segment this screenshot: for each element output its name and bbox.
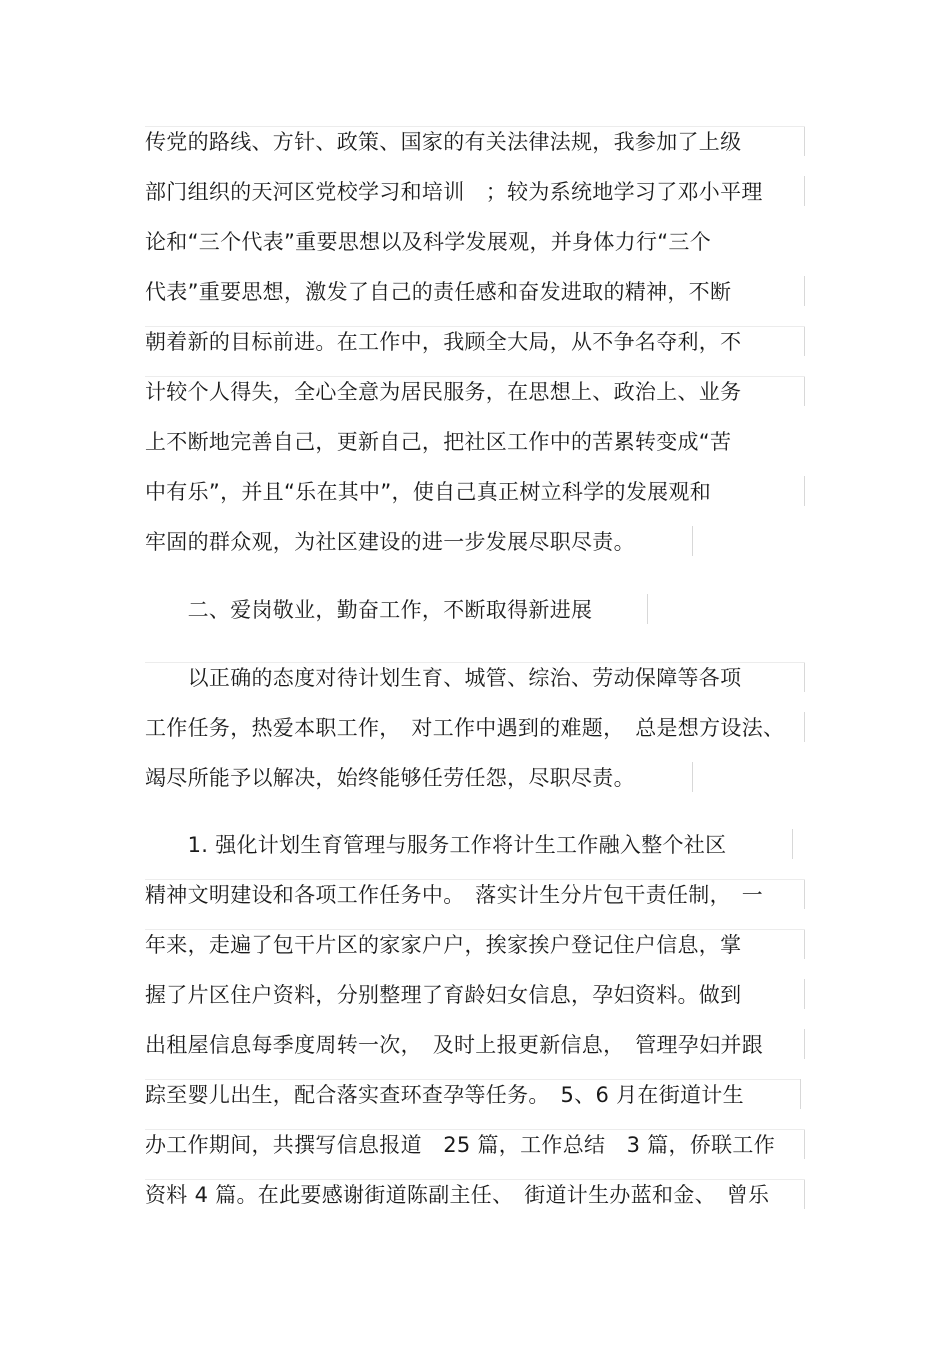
edge-mark xyxy=(804,1129,805,1159)
paragraph-line: 朝着新的目标前进。在工作中，我顾全大局，从不争名夺利，不 xyxy=(145,330,742,354)
edge-mark xyxy=(804,176,805,206)
edge-mark xyxy=(804,476,805,506)
edge-mark xyxy=(804,879,805,909)
edge-mark xyxy=(804,979,805,1009)
paragraph-line: 论和“三个代表”重要思想以及科学发展观，并身体力行“三个 xyxy=(145,230,712,254)
edge-mark xyxy=(804,126,805,156)
paragraph-line: 计较个人得失，全心全意为居民服务，在思想上、政治上、业务 xyxy=(145,380,742,404)
paragraph-line: 办工作期间，共撰写信息报道 25 篇，工作总结 3 篇，侨联工作 xyxy=(145,1133,776,1157)
edge-mark xyxy=(804,376,805,406)
edge-mark xyxy=(804,1179,805,1209)
paragraph-line: 以正确的态度对待计划生育、城管、综治、劳动保障等各项 xyxy=(145,666,742,690)
guide-rule xyxy=(145,126,805,127)
paragraph-line: 工作任务，热爱本职工作， 对工作中遇到的难题， 总是想方设法、 xyxy=(145,716,785,740)
paragraph-line: 年来，走遍了包干片区的家家户户，挨家挨户登记住户信息，掌 xyxy=(145,933,742,957)
paragraph-line: 出租屋信息每季度周转一次， 及时上报更新信息， 管理孕妇并跟 xyxy=(145,1033,763,1057)
paragraph-line: 牢固的群众观，为社区建设的进一步发展尽职尽责。 xyxy=(145,530,635,554)
paragraph-line: 上不断地完善自己，更新自己，把社区工作中的苦累转变成“苦 xyxy=(145,430,732,454)
edge-mark xyxy=(804,276,805,306)
edge-mark xyxy=(804,712,805,742)
paragraph-line: 代表”重要思想，激发了自己的责任感和奋发进取的精神，不断 xyxy=(145,280,732,304)
paragraph-line: 资料 4 篇。在此要感谢街道陈副主任、 街道计生办蓝和金、 曾乐 xyxy=(145,1183,770,1207)
edge-mark xyxy=(792,829,793,859)
edge-mark xyxy=(692,526,693,556)
guide-rule xyxy=(145,1179,805,1180)
paragraph-line: 传党的路线、方针、政策、国家的有关法律法规，我参加了上级 xyxy=(145,130,742,154)
paragraph-line: 踪至婴儿出生，配合落实查环查孕等任务。 5、6 月在街道计生 xyxy=(145,1083,744,1107)
guide-rule xyxy=(145,879,805,880)
paragraph-line: 中有乐”，并且“乐在其中”，使自己真正树立科学的发展观和 xyxy=(145,480,712,504)
paragraph-line: 竭尽所能予以解决，始终能够任劳任怨，尽职尽责。 xyxy=(145,766,635,790)
guide-rule xyxy=(145,326,805,327)
edge-mark xyxy=(804,326,805,356)
edge-mark xyxy=(804,1029,805,1059)
guide-rule xyxy=(145,1129,805,1130)
guide-rule xyxy=(145,376,805,377)
paragraph-line: 1. 强化计划生育管理与服务工作将计生工作融入整个社区 xyxy=(145,833,727,857)
section-heading: 二、爱岗敬业，勤奋工作，不断取得新进展 xyxy=(145,598,593,622)
guide-rule xyxy=(145,662,805,663)
edge-mark xyxy=(804,929,805,959)
edge-mark xyxy=(804,662,805,692)
paragraph-line: 握了片区住户资料，分别整理了育龄妇女信息，孕妇资料。做到 xyxy=(145,983,742,1007)
paragraph-line: 部门组织的天河区党校学习和培训 ；较为系统地学习了邓小平理 xyxy=(145,180,763,204)
edge-mark xyxy=(800,1079,801,1109)
paragraph-line: 精神文明建设和各项工作任务中。 落实计生分片包干责任制， 一 xyxy=(145,883,763,907)
guide-rule xyxy=(145,929,805,930)
guide-rule xyxy=(145,1079,800,1080)
edge-mark xyxy=(647,594,648,624)
edge-mark xyxy=(692,762,693,792)
